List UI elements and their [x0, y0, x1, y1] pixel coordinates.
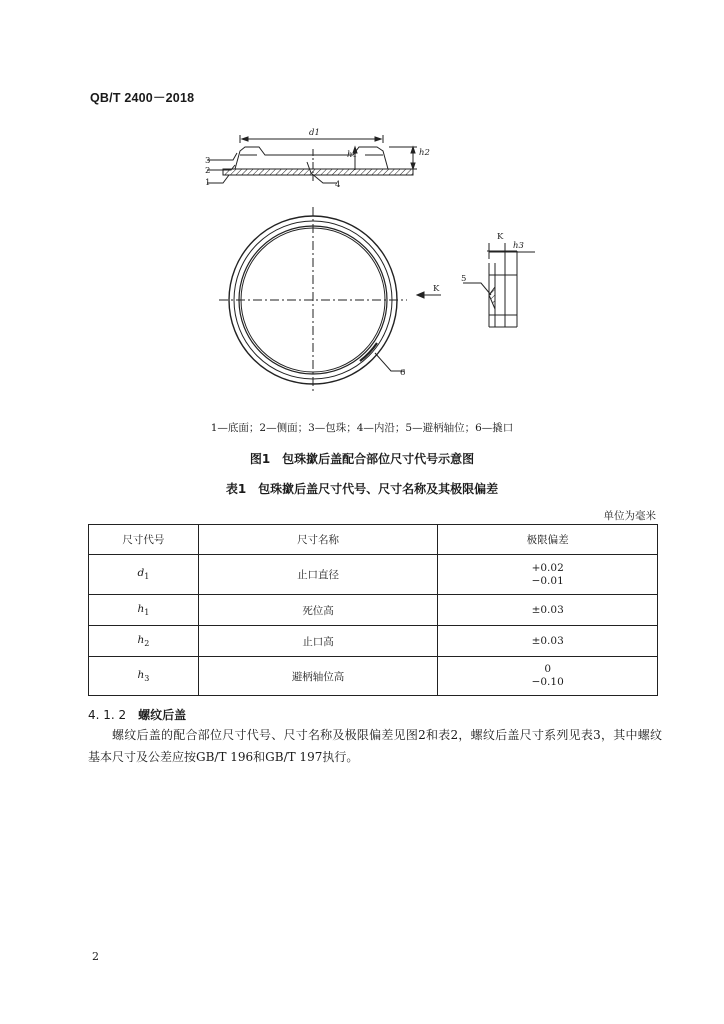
section-number: 4. 1. 2 [88, 708, 127, 722]
unit-note: 单位为毫米 [603, 510, 656, 522]
label-h1: h1 [347, 150, 358, 160]
body-paragraph: 螺纹后盖的配合部位尺寸代号、尺寸名称及极限偏差见图2和表2，螺纹后盖尺寸系列见表3，其中螺纹基本尺寸及公差应按GB/T 196和GB/T 197执行。 [88, 728, 662, 764]
section-heading [88, 706, 186, 723]
tolerance: ±0.03 [438, 595, 658, 626]
callout-4: 4 [335, 180, 341, 190]
technical-drawing [195, 125, 555, 410]
standard-code: QB/T 2400－2018 [90, 91, 195, 105]
dimension-code: $d_1$ [89, 555, 199, 595]
callout-2: 2 [205, 166, 211, 176]
header-name: 尺寸名称 [198, 525, 438, 555]
tolerance-lower: −0.10 [531, 676, 564, 688]
dimension-code: $h_1$ [89, 595, 199, 626]
label-k-top: K [497, 232, 504, 242]
plan-view [219, 207, 441, 393]
page-number: 2 [92, 950, 99, 963]
dimension-name: 止口直径 [198, 555, 438, 595]
dimension-code: $h_2$ [89, 626, 199, 657]
figure-legend: 1—底面；2—侧面；3—包珠；4—内沿；5—避柄轴位；6—撬口 [210, 422, 514, 434]
table-caption: 表1 包珠撳后盖尺寸代号、尺寸名称及其极限偏差 [225, 482, 499, 496]
table-header-row [89, 525, 658, 555]
callout-5: 5 [461, 274, 467, 284]
dimension-code: $h_3$ [89, 657, 199, 696]
label-h2: h2 [419, 148, 430, 158]
table-row [89, 595, 658, 626]
dimension-name: 止口高 [198, 626, 438, 657]
section-title: 螺纹后盖 [138, 708, 187, 722]
figure-caption: 图1 包珠撳后盖配合部位尺寸代号示意图 [249, 452, 475, 466]
tolerance-lower: −0.01 [531, 574, 564, 587]
cross-section-view [207, 135, 417, 183]
dimension-table [88, 524, 658, 696]
callout-6: 6 [400, 368, 406, 378]
tolerance [438, 657, 658, 696]
tolerance-upper: 0 [544, 663, 552, 675]
tolerance [438, 555, 658, 595]
callout-3: 3 [205, 156, 211, 166]
label-k-arrow: K [433, 284, 440, 294]
detail-k-view [463, 243, 535, 327]
table-row [89, 626, 658, 657]
tolerance: ±0.03 [438, 626, 658, 657]
table-row [89, 555, 658, 595]
label-h3: h3 [513, 241, 524, 251]
dimension-name: 死位高 [198, 595, 438, 626]
table-row [89, 657, 658, 696]
tolerance-upper: +0.02 [531, 561, 564, 574]
label-d1: d1 [309, 128, 320, 138]
header-code: 尺寸代号 [89, 525, 199, 555]
header-tolerance: 极限偏差 [438, 525, 658, 555]
callout-1: 1 [205, 178, 211, 188]
dimension-name: 避柄轴位高 [198, 657, 438, 696]
